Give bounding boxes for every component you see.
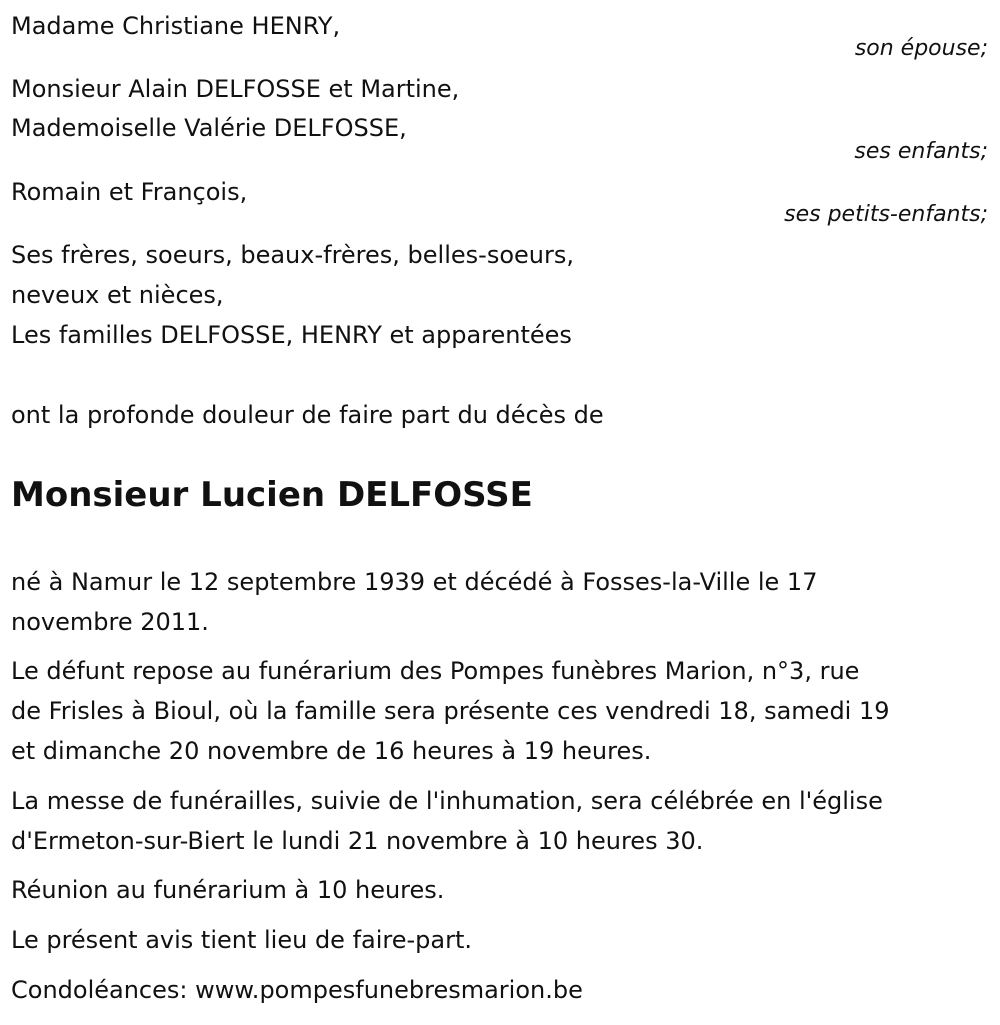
condolences-link[interactable]: www.pompesfunebresmarion.be: [195, 976, 583, 1004]
grandchildren-role: ses petits-enfants;: [784, 202, 988, 227]
families: Les familles DELFOSSE, HENRY et apparentées: [11, 321, 572, 349]
notice: Le présent avis tient lieu de faire-part.: [11, 926, 473, 954]
children-role: ses enfants;: [854, 139, 988, 164]
grandchildren: Romain et François,: [11, 178, 248, 206]
child-1: Monsieur Alain DELFOSSE et Martine,: [11, 75, 460, 103]
announcement: ont la profonde douleur de faire part du décès de: [11, 401, 604, 429]
mass-line-1: La messe de funérailles, suivie de l'inhumation, sera célébrée en l'église: [11, 787, 883, 815]
child-2: Mademoiselle Valérie DELFOSSE,: [11, 114, 407, 142]
spouse-role: son épouse;: [854, 36, 988, 61]
repose-line-3: et dimanche 20 novembre de 16 heures à 19 heures.: [11, 737, 652, 765]
condolences-label: Condoléances:: [11, 976, 188, 1004]
deceased-name: Monsieur Lucien DELFOSSE: [11, 475, 533, 515]
siblings: Ses frères, soeurs, beaux-frères, belles-soeurs,: [11, 241, 574, 269]
repose-line-2: de Frisles à Bioul, où la famille sera présente ces vendredi 18, samedi 19: [11, 697, 890, 725]
birth-line-2: novembre 2011.: [11, 608, 209, 636]
repose-line-1: Le défunt repose au funérarium des Pompes funèbres Marion, n°3, rue: [11, 657, 860, 685]
mass-line-2: d'Ermeton-sur-Biert le lundi 21 novembre à 10 heures 30.: [11, 827, 704, 855]
condolences: [11, 970, 583, 1010]
nephews: neveux et nièces,: [11, 281, 224, 309]
birth-line-1: né à Namur le 12 septembre 1939 et décédé à Fosses-la-Ville le 17: [11, 568, 818, 596]
meeting-info: Réunion au funérarium à 10 heures.: [11, 876, 445, 904]
spouse-name: Madame Christiane HENRY,: [11, 12, 341, 40]
